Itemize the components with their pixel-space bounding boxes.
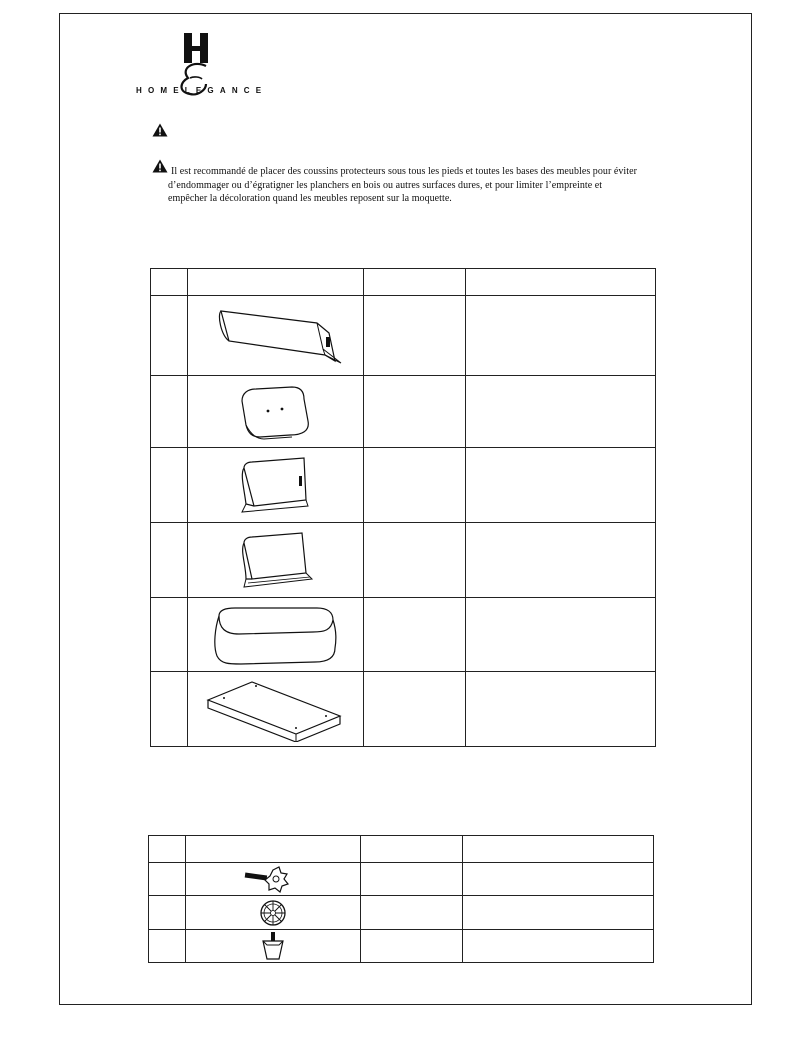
table-row [151,598,656,672]
ottoman-cushion-icon [205,602,345,668]
notice-line-1: Il est recommandé de placer des coussins protecteurs sous tous les pieds et toutes les bases des meubles pour éviter [171,166,637,177]
notice-line-3: empêcher la décoloration quand les meubles reposent sur la moquette. [168,193,452,204]
brand-wordmark: HOMELEGANCE [136,86,268,95]
header-cell [465,269,655,296]
header-cell [187,269,363,296]
parts-table [150,268,656,747]
furniture-leg-icon [258,931,288,961]
homelegance-logo [136,30,266,110]
header-cell [185,836,360,863]
header-cell [149,836,186,863]
header-cell [463,836,654,863]
warning-icon [152,123,168,137]
table-row [151,523,656,598]
hardware-table-header [149,836,654,863]
table-row [149,863,654,896]
backrest-panel-icon [205,305,345,367]
table-row [149,930,654,963]
base-board-icon [200,676,350,742]
armrest-right-icon [230,454,320,516]
header-cell [363,269,465,296]
header-cell [360,836,463,863]
parts-table-header [151,269,656,296]
table-row [151,448,656,523]
knob-bolt-icon [243,864,303,894]
hardware-table [148,835,654,963]
armrest-left-icon [230,529,320,591]
washer-icon [258,898,288,928]
notice-line-2: d’endommager ou d’égratigner les planchers en bois ou autres surfaces dures, et pour limiter l’empreinte et [168,179,603,191]
header-cell [151,269,188,296]
table-row [149,896,654,930]
table-row [151,296,656,376]
table-row [151,376,656,448]
table-row [151,672,656,747]
seat-cushion-icon [230,381,320,443]
protective-pads-notice [154,165,694,206]
